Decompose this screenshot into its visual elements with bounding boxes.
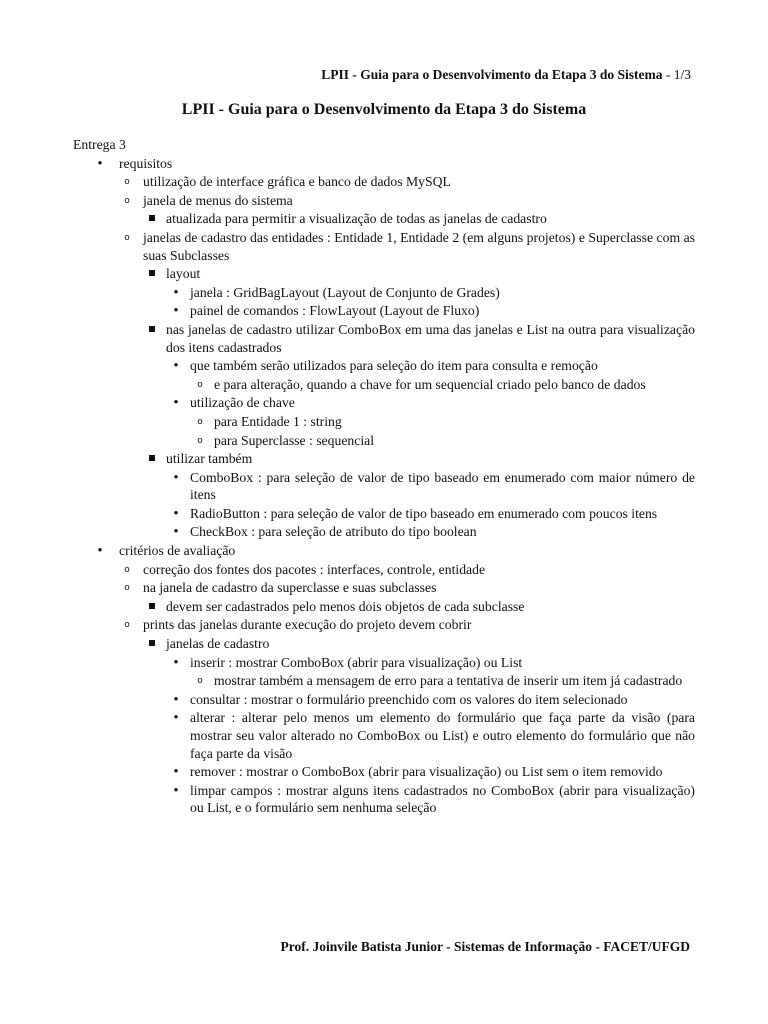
outline-item-text: utilizar também bbox=[166, 451, 253, 467]
outline-item-level-2 bbox=[73, 561, 695, 579]
outline-item-text: Entrega 3 bbox=[73, 137, 126, 152]
outline-item-text: ComboBox : para seleção de valor de tipo baseado em enumerado com maior número de itens bbox=[190, 469, 695, 503]
outline-item-text: para Entidade 1 : string bbox=[214, 413, 342, 429]
outline-item-level-3 bbox=[73, 321, 695, 356]
disc-bullet-icon bbox=[169, 357, 183, 376]
circle-bullet-icon bbox=[120, 229, 134, 250]
circle-bullet-icon bbox=[120, 561, 134, 582]
outline-item-text: devem ser cadastrados pelo menos dois objetos de cada subclasse bbox=[166, 598, 525, 614]
outline-item-text: prints das janelas durante execução do projeto devem cobrir bbox=[143, 617, 472, 633]
outline-item-level-4 bbox=[73, 763, 695, 781]
outline-item-level-2 bbox=[73, 173, 695, 191]
outline-item-text: remover : mostrar o ComboBox (abrir para visualização) ou List sem o item removido bbox=[190, 764, 663, 780]
square-bullet-icon bbox=[145, 635, 159, 653]
outline-item-text: mostrar também a mensagem de erro para a tentativa de inserir um item já cadastrado bbox=[214, 673, 683, 689]
outline-item-text: inserir : mostrar ComboBox (abrir para visualização) ou List bbox=[190, 654, 523, 670]
outline-item-text: CheckBox : para seleção de atributo do tipo boolean bbox=[190, 524, 477, 540]
disc-bullet-icon bbox=[169, 302, 183, 321]
disc-bullet-icon bbox=[93, 542, 107, 561]
outline-item-level-4 bbox=[73, 709, 695, 762]
outline-item-text: RadioButton : para seleção de valor de tipo baseado em enumerado com poucos itens bbox=[190, 505, 658, 521]
outline-item-level-2 bbox=[73, 229, 695, 264]
outline-item-text: limpar campos : mostrar alguns itens cadastrados no ComboBox (abrir para visualização) ou List, e o formulário sem nenhuma seleção bbox=[190, 782, 695, 816]
outline-item-level-1 bbox=[73, 542, 695, 560]
outline-item-level-4 bbox=[73, 691, 695, 709]
outline-item-text: utilização de interface gráfica e banco de dados MySQL bbox=[143, 174, 451, 190]
disc-bullet-icon bbox=[169, 654, 183, 673]
page-footer: Prof. Joinvile Batista Junior - Sistemas de Informação - FACET/UFGD bbox=[280, 939, 690, 954]
running-header-title: LPII - Guia para o Desenvolvimento da Etapa 3 do Sistema bbox=[321, 67, 663, 82]
outline-item-level-4 bbox=[73, 469, 695, 504]
disc-bullet-icon bbox=[169, 469, 183, 488]
disc-bullet-icon bbox=[169, 782, 183, 801]
disc-bullet-icon bbox=[169, 763, 183, 782]
outline-item-text: para Superclasse : sequencial bbox=[214, 432, 374, 448]
outline-item-text: painel de comandos : FlowLayout (Layout de Fluxo) bbox=[190, 303, 480, 319]
outline-item-level-3 bbox=[73, 450, 695, 468]
disc-bullet-icon bbox=[169, 709, 183, 728]
outline-item-text: atualizada para permitir a visualização de todas as janelas de cadastro bbox=[166, 211, 547, 227]
document-body bbox=[73, 136, 695, 818]
outline-item-level-2 bbox=[73, 579, 695, 597]
outline-item-text: janela : GridBagLayout (Layout de Conjunto de Grades) bbox=[190, 284, 500, 300]
outline-item-level-4 bbox=[73, 284, 695, 302]
outline-item-level-3 bbox=[73, 635, 695, 653]
disc-bullet-icon bbox=[93, 155, 107, 174]
outline-item-text: correção dos fontes dos pacotes : interfaces, controle, entidade bbox=[143, 561, 486, 577]
disc-bullet-icon bbox=[169, 691, 183, 710]
circle-bullet-icon bbox=[120, 616, 134, 637]
outline-item-text: janela de menus do sistema bbox=[143, 192, 293, 208]
running-header-page: - 1/3 bbox=[662, 67, 691, 82]
outline-item-text: utilização de chave bbox=[190, 395, 295, 411]
outline-item-text: janelas de cadastro bbox=[166, 636, 270, 652]
square-bullet-icon bbox=[145, 450, 159, 468]
outline-item-level-4 bbox=[73, 782, 695, 817]
circle-bullet-icon bbox=[120, 192, 134, 213]
outline-item-level-3 bbox=[73, 265, 695, 283]
outline-item-level-5 bbox=[73, 413, 695, 431]
outline-item-text: critérios de avaliação bbox=[119, 543, 236, 559]
outline-item-level-4 bbox=[73, 523, 695, 541]
outline-item-level-5 bbox=[73, 672, 695, 690]
disc-bullet-icon bbox=[169, 523, 183, 542]
square-bullet-icon bbox=[145, 598, 159, 616]
outline-item-level-4 bbox=[73, 357, 695, 375]
outline-item-text: janelas de cadastro das entidades : Entidade 1, Entidade 2 (em alguns projetos) e Superclasse com as suas Subclasses bbox=[143, 229, 695, 263]
outline-item-text: requisitos bbox=[119, 155, 173, 171]
outline-item-level-5 bbox=[73, 432, 695, 450]
disc-bullet-icon bbox=[169, 284, 183, 303]
outline-item-level-3 bbox=[73, 210, 695, 228]
outline-item-level-3 bbox=[73, 598, 695, 616]
disc-bullet-icon bbox=[169, 505, 183, 524]
circle-bullet-icon bbox=[120, 173, 134, 194]
outline-item-level-2 bbox=[73, 616, 695, 634]
document-title: LPII - Guia para o Desenvolvimento da Etapa 3 do Sistema bbox=[181, 101, 587, 118]
circle-bullet-icon bbox=[120, 579, 134, 600]
outline-item-level-0 bbox=[73, 136, 695, 154]
outline-item-level-5 bbox=[73, 376, 695, 394]
disc-bullet-icon bbox=[169, 394, 183, 413]
outline-item-level-4 bbox=[73, 505, 695, 523]
outline-item-text: consultar : mostrar o formulário preenchido com os valores do item selecionado bbox=[190, 691, 628, 707]
outline-item-level-1 bbox=[73, 155, 695, 173]
outline-item-text: na janela de cadastro da superclasse e suas subclasses bbox=[143, 580, 437, 596]
outline-item-text: que também serão utilizados para seleção do item para consulta e remoção bbox=[190, 358, 598, 374]
outline-item-text: alterar : alterar pelo menos um elemento do formulário que faça parte da visão (para mostrar seu valor alterado no ComboBox ou List) e outro elemento do formulário que não faça parte da visão bbox=[190, 710, 695, 761]
circle-bullet-icon bbox=[193, 413, 207, 434]
outline-item-level-4 bbox=[73, 394, 695, 412]
outline-item-level-4 bbox=[73, 302, 695, 320]
square-bullet-icon bbox=[145, 210, 159, 228]
circle-bullet-icon bbox=[193, 672, 207, 693]
outline-item-text: nas janelas de cadastro utilizar ComboBox em uma das janelas e List na outra para visualização dos itens cadastrados bbox=[166, 321, 695, 355]
square-bullet-icon bbox=[145, 265, 159, 283]
outline-item-level-2 bbox=[73, 192, 695, 210]
square-bullet-icon bbox=[145, 321, 159, 339]
outline-item-level-4 bbox=[73, 654, 695, 672]
outline-item-text: e para alteração, quando a chave for um sequencial criado pelo banco de dados bbox=[214, 376, 646, 392]
circle-bullet-icon bbox=[193, 432, 207, 453]
circle-bullet-icon bbox=[193, 376, 207, 397]
outline-item-text: layout bbox=[166, 266, 201, 282]
running-header bbox=[321, 67, 691, 83]
